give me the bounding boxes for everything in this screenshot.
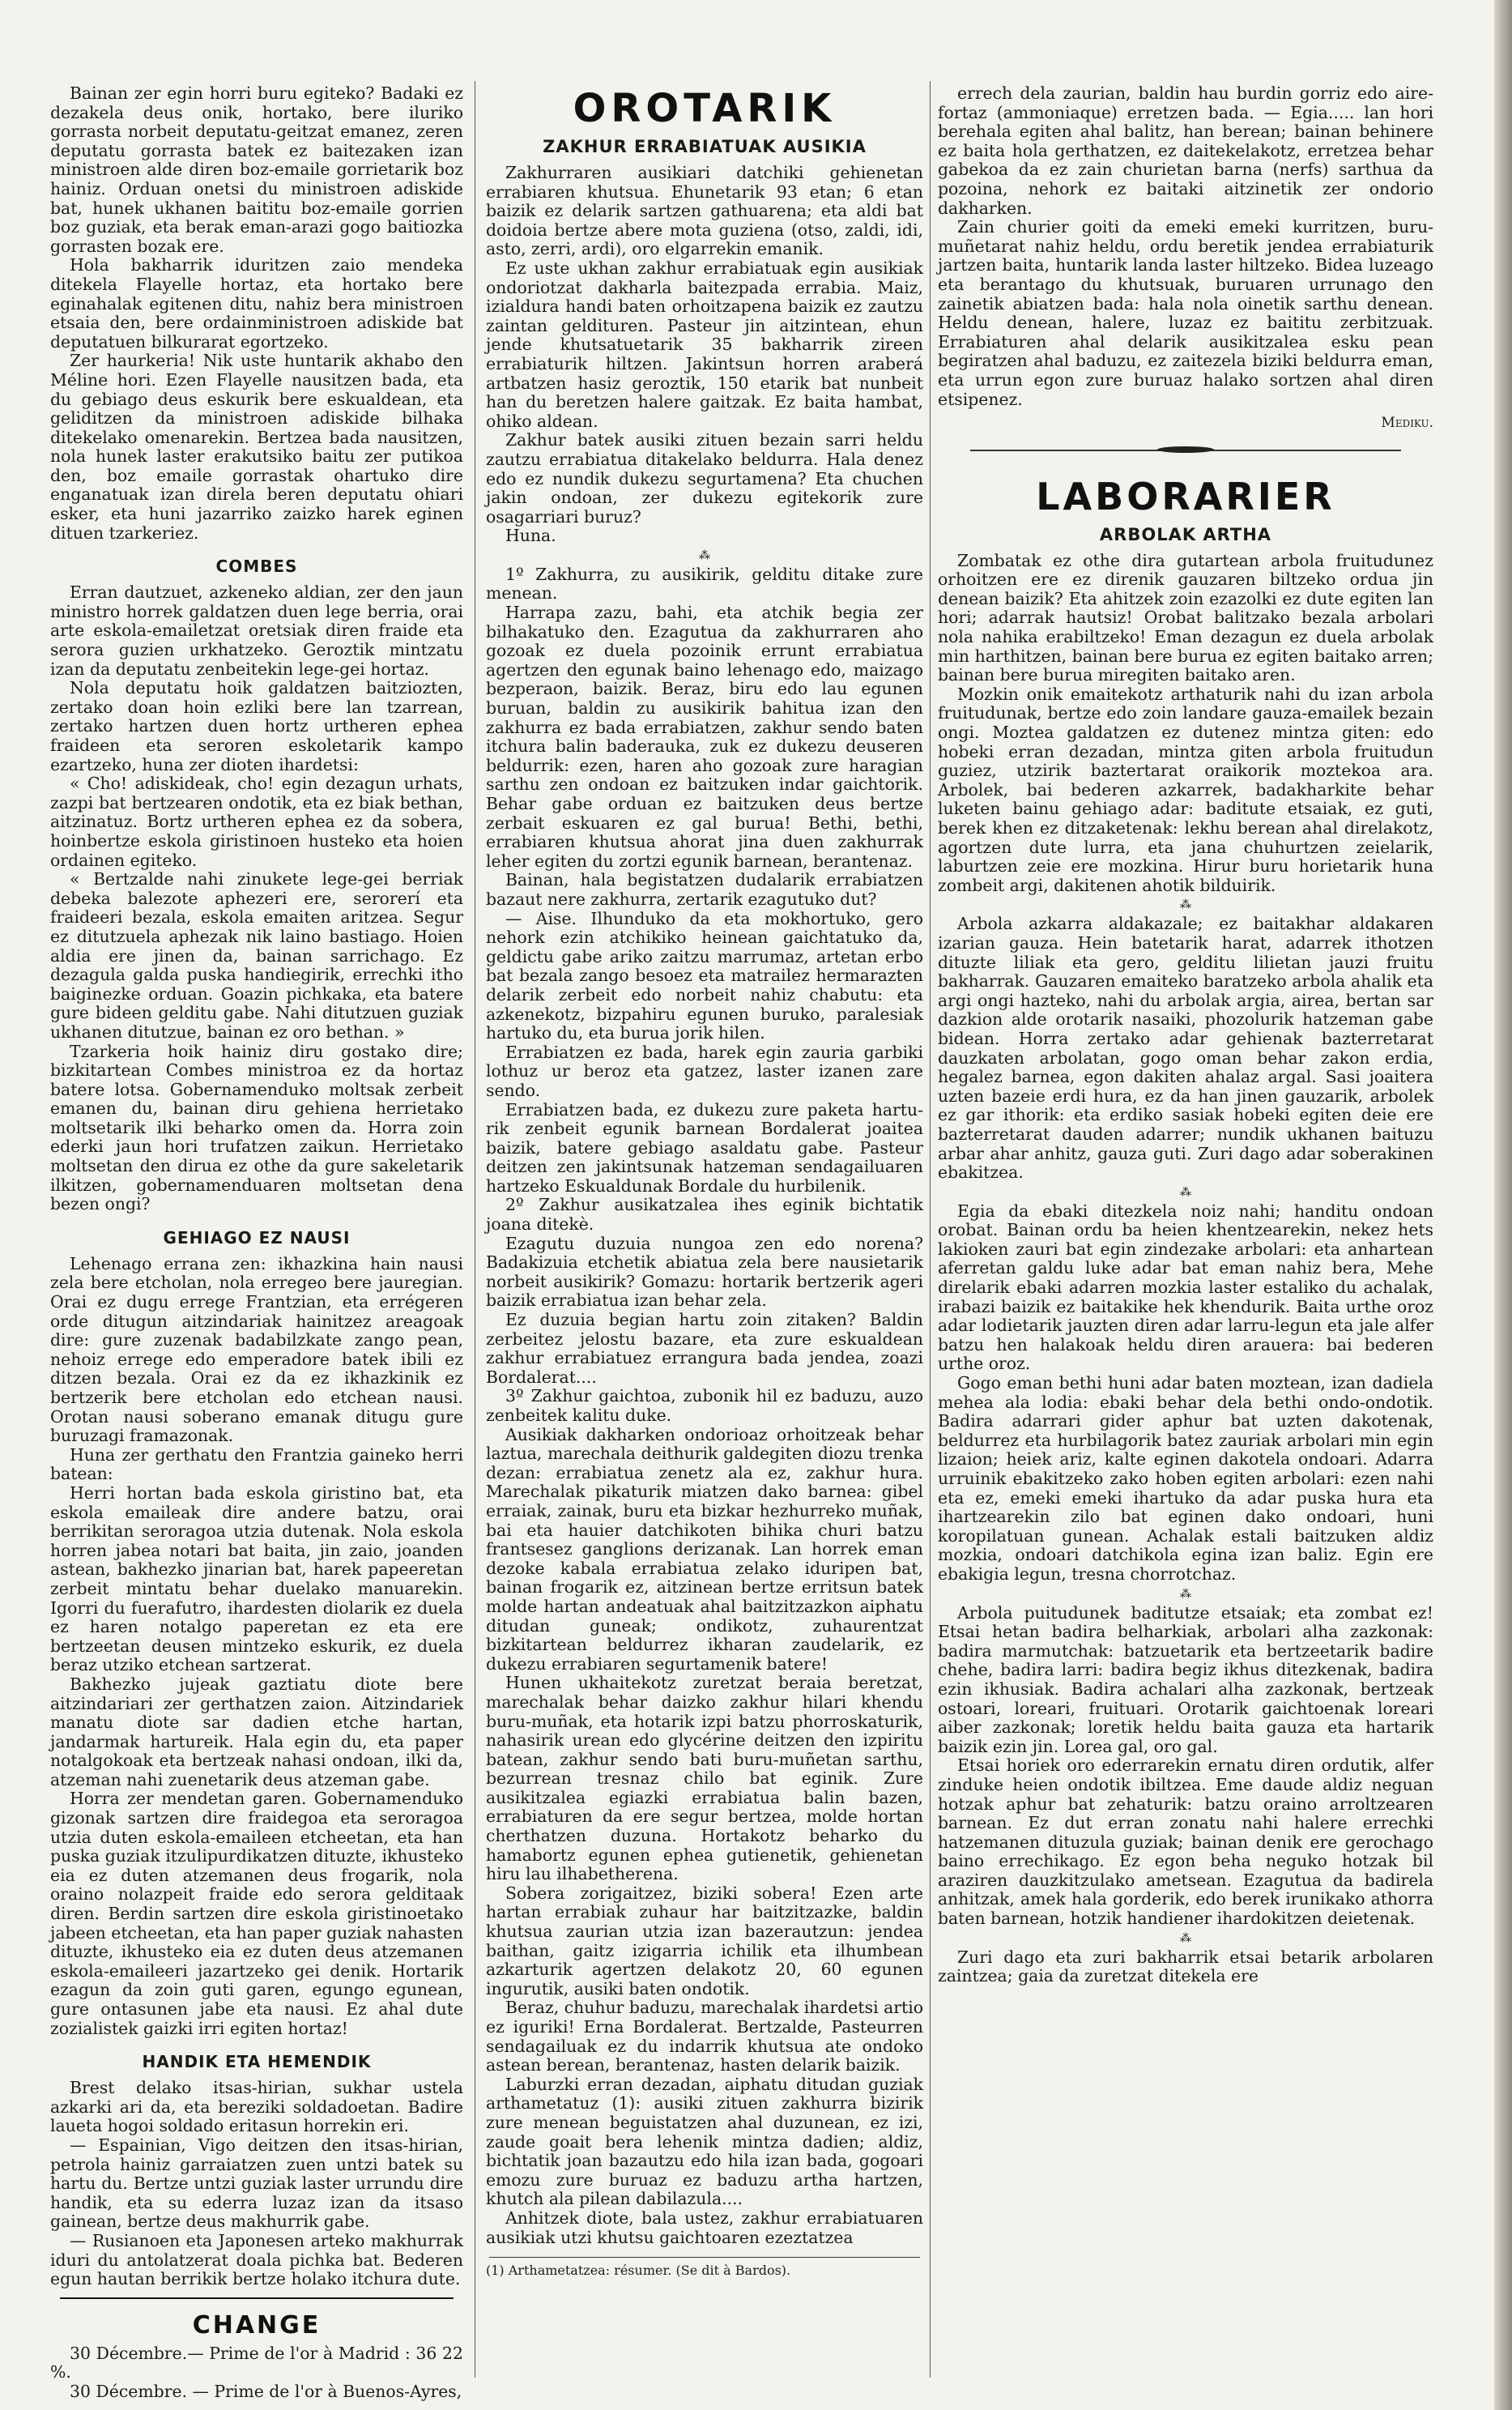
zakhur-continuation — [938, 84, 1433, 409]
paragraph: Ez uste ukhan zakhur errabiatuak egin ausikiak ondoriotzat dakharla baitezpada errabia. Maiz, izialdura handi baten orhoitzapena baizik ez zautzu zaintan geldituren. Pasteur jin aitzintean, ehun jende khutsatuetarik 35 bakharrik zireen errabiaturik hiltzen. Jakintsun horren araberá artbatzen hasiz geroztik, 150 etarik bat nunbeit han du beretzen halere gaitzak. Ez baita hambat, ohiko aldean. — [486, 258, 923, 431]
paragraph: Zombatak ez othe dira gutartean arbola fruitudunez orhoitzen ere ez direnik gauzaren biltzeko ordua jin denean baizik? Eta ahitzek zoin ezazolki ez dute egiten lan hori; adarrak hautsiz! Orobat balitzako bezala arbolari nola nahika erabiltzeko! Eman dezagun ez duela arbolak min harthitzen, bainan bere burua ez egiten baitako arren; bainan bere burua miregiten baitako aren. — [938, 550, 1433, 685]
section-asterism: ⁂ — [1180, 898, 1191, 912]
paragraph: Anhitzek diote, bala ustez, zakhur errabiatuaren ausikiak utzi khutsu gaichtoaren ezeztatzea — [486, 2207, 923, 2247]
paragraph: Hunen ukhaitekotz zuretzat beraia beretzat, marechalak behar daizko zakhur hilari khendu buru-muñak, eta hotarik izpi batzu phorroskaturik, nahasirik urean edo glycérine deitzen den izpiritu batean, zakhur sendo bati buru-muñetan sarthu, bezurrean tresnaz chilo bat eginik. Zure ausikitzalea egiazki errabiatua balin bazen, errabiaturen da ere segur bertzea, molde hortan cherthatzen duzuna. Hortakotz beharko du hamabortz egunen ephea gutienetik, gehienetan hiru lau ilhabetherena. — [486, 1673, 923, 1884]
paragraph: Erran dautzuet, azkeneko aldian, zer den jaun ministro horrek galdatzen duen lege berria, orai arte eskola-emailetzat oretsiak diren fraide eta serora guzien urkhatzeko. Geroztik mintzatu izan da deputatu zenbeitekin lege-gei hortaz. — [50, 582, 463, 679]
paragraph: Zakhur batek ausiki zituen bezain sarri heldu zautzu errabiatua ditakelako beldurra. Hala denez edo ez nundik dukezu segurtamena? Eta chuchen jakin ondoan, zer dukezu egitekorik zure osagarriari buruz? — [486, 430, 923, 527]
paragraph: Hola bakharrik iduritzen zaio mendeka ditekela Flayelle hortaz, eta hortako bere eginahalak egitenen ditu, nahiz bera ministroen etsaia den, bere ordainministroen adiskide bat deputatuen bilkurarat egortzeko. — [50, 255, 463, 352]
paragraph: Tzarkeria hoik hainiz diru gostako dire; bizkitartean Combes ministroa ez da hortaz batere lotsa. Gobernamenduko moltsak zerbeit emanen du, bainan diru gehiena herrietako moltsetarik ilki beharko omen da. Horra zoin ederki jaun hori trufatzen zaikun. Herrietako moltsetan den dirua ez othe da gure sakeletarik ilkitzen, gobernamenduaren moltsetan dena bezen ongi? — [50, 1041, 463, 1214]
arbolak-article — [938, 552, 1433, 1986]
paragraph: Bainan, hala begistatzen dudalarik errabiatzen bazaut nere zakhurra, zertarik ezagutuko dut? — [486, 870, 923, 909]
paragraph: Zain churier goiti da emeki emeki kurritzen, buru-muñetarat nahiz heldu, ordu beretik jendea errabiaturik jartzen baita, huntarik landa laster hiltzeko. Bidea luzeago eta berantago du khutsuak, buruaren urrunago den zainetik abiatzen bada: hala nola oinetik sarthu denean. Heldu denean, halere, luzaz ez baititu zerbitzuak. Errabiaturen ahal delarik ausikitzalea esku pean begiratzen ahal baduzu, ez zaitezela biziki beldurra eman, eta urrun egon zure buruaz halako sortzen ahal diren etsipenez. — [938, 217, 1433, 409]
paragraph: — Espainian, Vigo deitzen den itsas-hirian, petrola hainiz garraiatzen zuen untzi batek su hartu du. Bertze untzi guziak laster urrundu dire handik, eta su ederra luzaz izan da itsaso gainean, bertze deus makhurrik gabe. — [50, 2135, 463, 2232]
paragraph: Ezagutu duzuia nungoa zen edo norena? Badakizuia etchetik abiatua zela bere nausietarik norbeit ausikirik? Gomazu: hortarik bertzerik ageri baizik errabiatua izan behar zela. — [486, 1233, 923, 1311]
paragraph: Beraz, chuhur baduzu, marechalak ihardetsi artio ez iguriki! Erna Bordalerat. Bertzalde, Pasteurren sendagailuak ez du indarrik khutsua ate ondoko astean berean, berantenaz, hasten delarik baizik. — [486, 1998, 923, 2075]
paragraph: Sobera zorigaitzez, biziki sobera! Ezen arte hartan errabiak zuhaur har baitzitzazke, baldin khutsua zaurian utzia izan bazerautzun: jendea baithan, gaitz izigarria ichilik eta ilhumbean azkarturik agertzen delakotz 20, 60 egunen ingurutik, ausiki baten ondotik. — [486, 1883, 923, 1998]
paragraph: Gogo eman bethi huni adar baten moztean, izan dadiela mehea ala lodia: ebaki behar dela bethi ondo-ondotik. Badira adarrari gider aphur bat uzten dakotenak, beldurrez eta hurbilagorik batez zauriak arbolari min egin lizaion; heiek ariz, kalte eginen dakotela ondoari. Adarra urruinik ebakitzeko zako hoben egiten arbolari: ezen nahi eta ez, emeki emeki ihartuko da adar puska hura eta ihartzearekin zilo bat eginen dako ondoari, huni koropilatuan gunean. Achalak estali baitzuken aldiz mozkia, ondoari datchikola egina izan baliz. Egin ere ebakigia legun, tresna chorrotchaz. — [938, 1373, 1433, 1584]
handik-article — [50, 2079, 463, 2289]
paragraph: 3º Zakhur gaichtoa, zubonik hil ez baduzu, auzo zenbeitek kalitu duke. — [486, 1386, 923, 1425]
paragraph: Errabiatzen bada, ez dukezu zure paketa hartu-rik zenbeit egunik barnean Bordalerat joaitea baizik, batere gebiago asaldatu gabe. Pasteur deitzen zen jakintsunak hatzeman sendagailuaren hartzeko Eskualdunak Bordale du hurbilenik. — [486, 1099, 923, 1196]
paragraph: — Rusianoen eta Japonesen arteko makhurrak iduri du antolatzerat doala pichka bat. Bederen egun hautan berrikik bertze holako itchura dute. — [50, 2230, 463, 2289]
paragraph: Lehenago errana zen: ikhazkina hain nausi zela bere etcholan, nola erregeo bere jauregian. Orai ez dugu errege Frantzian, eta errégeren orde ditugun aitzindariak hainitzez areagoak dire: gure zuzenak badabilzkate zango pean, nehoiz errege edo emperadore batek ibili ez ditzen bezala. Orai ez da ez ikhazkinik ez bertzerik bere etcholan edo etchean nausi. Orotan nausi soberano emanak ditugu gure buruzagi framazonak. — [50, 1253, 463, 1446]
paragraph: Nola deputatu hoik galdatzen baitziozten, zertako doan hoin ezliki bere lan tzarrean, zertako hartzen duen hortz urtheren ephea fraideen eta seroren eskoletarik kampo ezartzeko, huna zer dioten ihardetsi: — [50, 678, 463, 774]
gehiago-heading: GEHIAGO EZ NAUSI — [163, 1227, 351, 1248]
paragraph: Bakhezko jujeak gaztiatu diote bere aitzindariari zer gerthatzen zaion. Aitzindariek manatu diote sar dadien etche hartan, jandarmak hartureik. Hala egin du, eta paper notalgokoak eta bertzeak nahasi ondoan, ilki da, atzeman nahi zuenetarik deus atzeman gabe. — [50, 1674, 463, 1789]
arbolak-heading: ARBOLAK ARTHA — [1099, 524, 1272, 544]
paragraph: Egia da ebaki ditezkela noiz nahi; handitu ondoan orobat. Bainan ordu ba heien khentzearekin, nekez hets lakioken zauri bat egin zindezake arbolari: eta anhartean aferretan galdu luke adar bat eman nahiz bera, Mehe direlarik ebaki adarren mozkia laster estaliko du achalak, irabazi baizik ez baitakike hek khendurik. Baita urthe oroz adar lodietarik jauzten diren adar larru-legun eta jale alfer batzu hen halakoak heldu diren arauera: bai bederen urthe oroz. — [938, 1201, 1433, 1374]
paragraph: Zer haurkeria! Nik uste huntarik akhabo den Méline hori. Ezen Flayelle nausitzen bada, eta du gebiago deus eskurik bere eskualdean, eta geliditzen da ministroen adiskide bilhaka ditekelako omenarekin. Bertzea bada nausitzen, nola hunek laster erakutsiko baitu zer putikoa den, boz emaile gorrastak ohartuko dire enganatuak izan direla beren deputatu ohiari esker, eta huni jazarriko zaizko harek eginen dituen tzarkeriez. — [50, 351, 463, 543]
section-asterism: ⁂ — [1180, 1587, 1191, 1601]
zakhur-heading: ZAKHUR ERRABIATUAK AUSIKIA — [543, 137, 867, 156]
paragraph: 2º Zakhur ausikatzalea ihes eginik bichtatik joana ditekè. — [486, 1195, 923, 1235]
footnote: (1) Arthametatzea: résumer. (Se dit à Bardos). — [486, 2263, 791, 2279]
left-column — [50, 83, 463, 2401]
orotarik-masthead: OROTARIK — [573, 86, 837, 131]
paragraph: Brest delako itsas-hirian, sukhar ustela azkarki ari da, eta bereziki soldadoetan. Badire laueta hogoi soldado eritasun horrekin eri. — [50, 2078, 463, 2136]
gehiago-article — [50, 1255, 463, 2038]
handik-heading: HANDIK ETA HEMENDIK — [142, 2052, 372, 2072]
paragraph: Huna zer gerthatu den Frantzia gaineko herri batean: — [50, 1444, 463, 1484]
laborarier-masthead: LABORARIER — [1036, 474, 1335, 518]
section-asterism: ⁂ — [699, 548, 710, 562]
paragraph: « Cho! adiskideak, cho! egin dezagun urhats, zazpi bat bertzearen ondotik, eta ez biak bethan, aitzinatuz. Bortz urtheren ephea ez da sobera, hoinbertze eskola giristinoen husteko eta hoien ordainen egiteko. — [50, 774, 463, 870]
paragraph: Harrapa zazu, bahi, eta atchik begia zer bilhakatuko den. Ezagutua da zakhurraren aho gozoak ez duela pozoinik errunt errabiatua agertzen den egunak baino lehenago edo, maizago bezperaon, baizik. Beraz, biru edo lau egunen buruan, baldin zu ausikirik bahitua izan den zakhurra ez bada errabiatzen, zakhur sendo baten itchura balin baderauka, zuk ez dukezu deuseren beldurrik: ezen, haren aho gozoak zure haragian sarthu zen ondoan ez baitzuken indar gaichtorik. Behar gabe orduan ez baitzuken deus bertze zerbait eskuaren ez gal burua! Bethi, bethi, errabiaren khutsua ahorat jina duen zakhurrak leher egiten du zortzi egunik barnean, berantenaz. — [486, 603, 923, 871]
paragraph: Etsai horiek oro ederrarekin ernatu diren ordutik, alfer zinduke heien ondotik ibiltzea. Eme daude aldiz neguan hotzak aphur bat zehaturik: batzu oraino arroltzearen barnean. Ez dut erran zonatu nahi halere errechki hatzemanen dituzula guziak; bainan denik ere gerochago baino errechikago. Ez egon beha neguko hotzak bil araziren dauzkitzulako ametsean. Ezagutua da badirela anhitzak, amek hala gorderik, edo berek irunikako athorra baten barnean, hotzik handiener ihardokitzen deietenak. — [938, 1755, 1433, 1929]
paragraph: Errabiatzen ez bada, harek egin zauria garbiki lothuz ur beroz eta gatzez, laster izanen zare sendo. — [486, 1042, 923, 1100]
combes-article — [50, 583, 463, 1214]
paragraph: Ausikiak dakharken ondorioaz orhoitzeak behar laztua, marechala deithurik galdegiten diozu trenka dezan: errabiatua zenetz ala ez, zakhur hura. Marechalak pikaturik miatzen dako barnea: gibel erraiak, zainak, buru eta bizkar hezhurreko muñak, bai eta hauier datchikoten bihika churi batzu frantsesez ganglions derizanak. Lan horrek eman dezoke kabala errabiatua zelako iduripen bat, bainan frogarik ez, aitzinean bertze erritsun batek molde hartan andeatuak ahal baitzitzazkon aiphatu ditudan guneak; ondikotz, zuhaurentzat bizkitartean beldurrez ikharan zaudelarik, ez dukezu errabiaren segurtamenik batere! — [486, 1424, 923, 1674]
change-item: 30 Décembre.— Prime de l'or à Madrid : 36 22 %. — [50, 2343, 463, 2382]
paragraph: Ez duzuia begian hartu zoin zitaken? Baldin zerbeitez jelostu bazare, eta zure eskualdean zakhur errabiatuez errangura bada jendea, zoazi Bordalerat.... — [486, 1310, 923, 1387]
intro-article — [50, 84, 463, 543]
page-edge-shadow — [1494, 0, 1512, 2410]
change-list — [50, 2344, 463, 2402]
paragraph: — Aise. Ilhunduko da eta mokhortuko, gero nehork ezin atchikiko heinean gaichtatuko da, geldictu gabe ariko zaitzu marrumaz, artetan erbo bat bezala zango besoez eta matrailez hermarazten delarik zerbeit edo norbeit nahiz chabutu: eta azkenekotz, bizpahiru egunen buruko, paralesiak hartuko du, eta burua jorik hilen. — [486, 908, 923, 1043]
paragraph: Arbola puitudunek baditutze etsaiak; eta zombat ez! Etsai hetan badira belharkiak, arbolari alha zazkonak: badira marmutchak: batzuetarik eta bertzeetarik badire chehe, badira larri: badira begiz ikhus ditezkenak, badira ezin ikhusiak. Badira achalari alha zazkonak, bertzeak ostoari, loreari, fruituari. Orotarik gaichtoenak loreari aiber zazkonak; loretik heldu baita gauza eta hartarik baizik ezin jin. Lorea gal, oro gal. — [938, 1602, 1433, 1756]
paragraph: Herri hortan bada eskola giristino bat, eta eskola emaileak dire andere batzu, orai berrikitan seroragoa utzia dutenak. Nola eskola horren jabea notari bat baita, jin zaio, joanden astean, bakhezko jinarian bat, harek papeeretan zerbeit mintatu behar duelako manuarekin. Igorri du fuerafutro, ihardesten diolarik ez duela ez haren notalgo paperetan ez eta ere bertzeetan deusen mintzeko eskurik, ez duela beraz utziko etchean sartzerat. — [50, 1482, 463, 1675]
paragraph: « Bertzalde nahi zinukete lege-gei berriak debeka balezote aphezeri ere, serorerí eta fraideeri bezala, eskola emaiten aritzea. Segur ez ditutzuela aphezak nik laino bastiago. Hoien aldia ere jinen da, bainan sarrichago. Ez dezagula galda puska handiegirik, errechki itho baiginezke orduan. Goazin pichkaka, eta batere gure bideen gelditu gabe. Nahi ditutzuen guziak ukhanen ditutzue, bainan ez oro bethan. » — [50, 869, 463, 1042]
paragraph: errech dela zaurian, baldin hau burdin gorriz edo aire-fortaz (ammoniaque) erretzen bada. — Egia..... lan hori berehala egiten ahal balitz, han berean; bainan behinere ez baita hola gerthatzen, ez daitekelakotz, erretzea behar gabekoa da ez zain churietan barna (nerfs) sarthua da pozoina, nehork ez baitaki aitzinetik zer ondorio dakharken. — [938, 83, 1433, 218]
ornamental-rule — [970, 450, 1401, 461]
paragraph: Bainan zer egin horri buru egiteko? Badaki ez dezakela deus onik, hortako, bere iluriko gorrasta norbeit deputatu-geitzat emanez, zeren deputatu gorrasta batek ez baitezaken izan ministroen alde diren boz-emaile gorrietarik boz hainiz. Orduan onetsi du ministroen adiskide bat, hunek ukhanen baititu boz-emaile gorrien boz guziak, eta berak eman-arazi gogo baitiozka gorrasten bozak ere. — [50, 83, 463, 256]
section-asterism: ⁂ — [1180, 1931, 1191, 1945]
middle-column — [486, 84, 923, 2386]
section-asterism: ⁂ — [1180, 1185, 1191, 1199]
section-rule — [60, 2297, 454, 2299]
paragraph: Zakhurraren ausikiari datchiki gehienetan errabiaren khutsua. Ehunetarik 93 etan; 6 etan baizik ez delarik sartzen gathuarena; eta aldi bat doidoia bertze abere mota guziena (otso, zaldi, idi, asto, zerri, ardi), oro elgarrekin emanik. — [486, 163, 923, 259]
paragraph: Laburzki erran dezadan, aiphatu ditudan guziak arthametatuz (1): ausiki zituen zakhurra bizirik zure menean beguistatzen ahal duzunean, ez izi, zaude goait bera lehenik mintza dadien; aldiz, bichtatik joan bazautzu edo hila izan bada, gogoari emozu zure buruaz ez baduzu artha hartzen, khutch ala pilean dabilazula.... — [486, 2074, 923, 2209]
column-divider-right — [930, 81, 931, 2378]
article-signature: Mediku. — [1381, 415, 1433, 432]
paragraph: 1º Zakhurra, zu ausikirik, gelditu ditake zure menean. — [486, 564, 923, 604]
paragraph: Huna. — [505, 526, 556, 546]
change-item: 30 Décembre. — Prime de l'or à Buenos-Ayres, — [70, 2381, 462, 2401]
paragraph: Mozkin onik emaitekotz arthaturik nahi du izan arbola fruitudunak, bertze edo zoin landare gauza-emailek bezain ongi. Moztea galdatzen ez dutenez mintza giten: edo hobeki erran dezadan, mintza giten arbola fruitudun guziez, utzirik baztertarat oraikorik moztekoa ara. Arbolek, bai bederen azkarrek, badakharkite behar luketen bainu gehiago adar: baditute etsaiak, ez guti, berek khen ez ditzaketenak: lekhu berean ahal direlakotz, agortzen dute lurra, eta jana chuhurtzen zeielarik, laburtzen zeie ere mozkina. Hirur buru horietarik huna zombeit argi, dakitenen ahotik bilduirik. — [938, 684, 1433, 895]
footnote-rule — [489, 2257, 920, 2258]
combes-heading: COMBES — [215, 557, 298, 577]
paragraph: Horra zer mendetan garen. Gobernamenduko gizonak sartzen dire fraidegoa eta seroragoa utzia duten eskola-emaileen etcheetan, eta han puska guziak itzulipurdikatzen dituzte, ikhusteko eia ez duten atzemanen deus frogarik, nola oraino nolazpeit fraide edo serora gelditaak diren. Berdin sartzen dire eskola giristinoetako jabeen etcheetan, eta han paper guziak nahasten dituzte, ikhusteko eia ez duten deus atzemanen eskola-emaileeri jazartzeko gei denik. Hortarik ezagun da zoin guti garen, egungo egunean, gure ontasunen jabe eta nausi. Ez ahal dute zozialistek gaizki irri egiten hortaz! — [50, 1789, 463, 2038]
paragraph: Zuri dago eta zuri bakharrik etsai betarik arbolaren zaintzea; gaia da zuretzat ditekela ere — [938, 1947, 1433, 1986]
zakhur-article — [486, 164, 923, 2247]
paragraph: Arbola azkarra aldakazale; ez baitakhar aldakaren izarian gauza. Hein batetarik harat, adarrek ithotzen dituzte liliak eta gero, gelditu lilietan jauzi fruitu bakharrak. Gauzaren emaiteko baratzeko arbola ahalik eta argi ongi hazteko, nahi du arbolak argia, airea, bertan sar dazkion alde orotarik nasaiki, phozolurik hatzeman gabe bidean. Horra zertako adar gehienak bazterretarat dauzkaten arbolatan, gogo oman behar zakon erdia, hegalez barnea, egon dakiten ahalaz argal. Sasi joaitera uzten bazeie erdi hura, ez da han jinen gauzarik, arbolek ez gar ithorik: eta erdiko sasiak hobeki egiten deie ere bazterretarat dauden adarrer; nundik ukhanen baituzu arbar ahar anhitz, gauza guti. Zuri dago adar soberakinen ebakitzea. — [938, 914, 1433, 1183]
change-heading: CHANGE — [192, 2310, 322, 2340]
right-column — [938, 84, 1433, 2386]
